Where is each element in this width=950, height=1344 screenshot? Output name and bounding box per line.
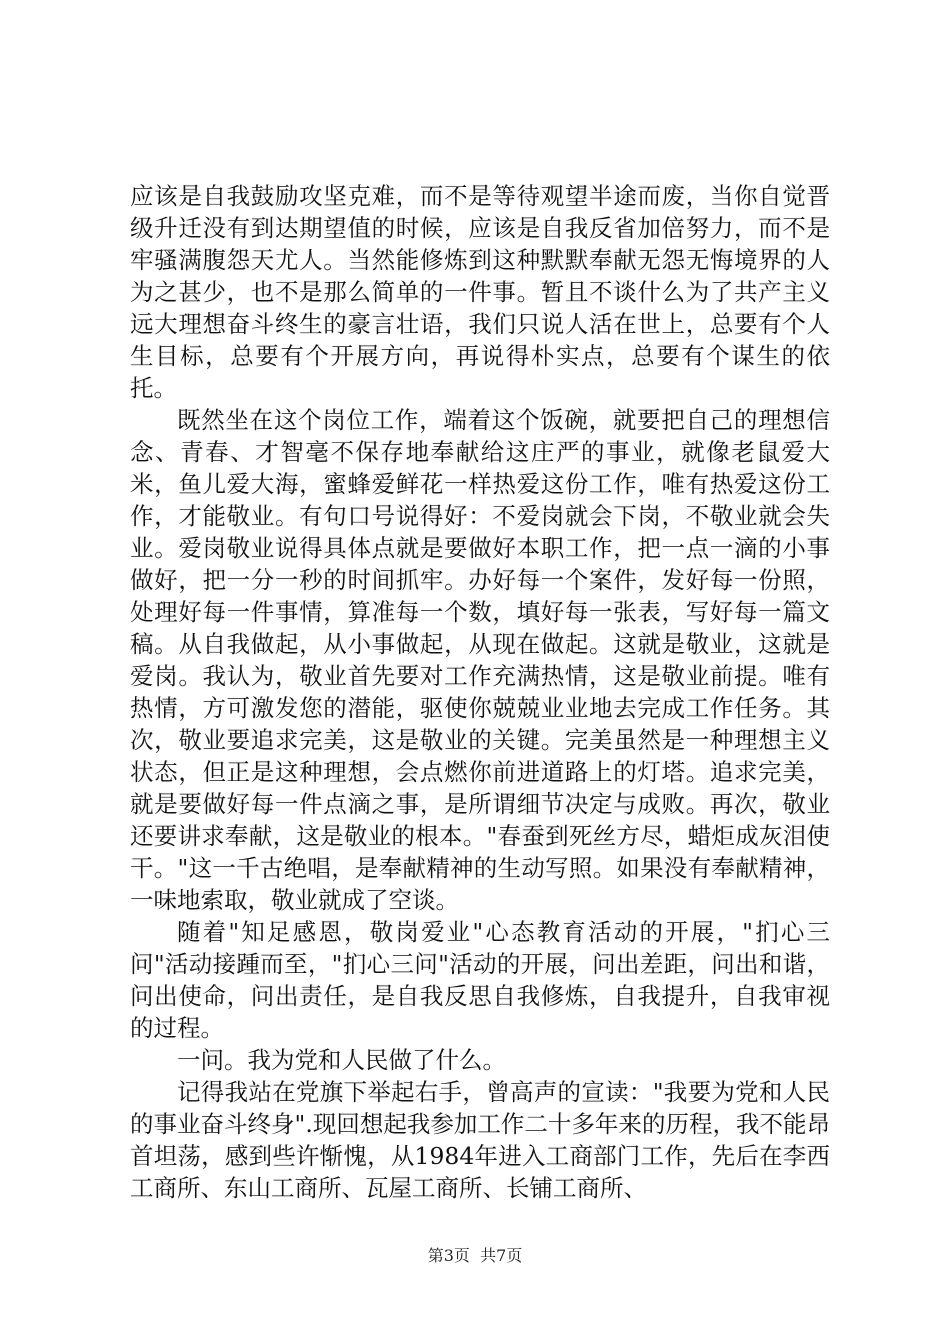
paragraph-1: 应该是自我鼓励攻坚克难，而不是等待观望半途而废，当你自觉晋级升迁没有到达期望值的时候，应该是自我反省加倍努力，而不是牢骚满腹怨天尤人。当然能修炼到这种默默奉献无怨无悔境界的人为之甚少，也不是那么简单的一件事。暂且不谈什么为了共产主义远大理想奋斗终生的豪言壮语，我们只说人活在世上，总要有个人生目标，总要有个开展方向，再说得朴实点，总要有个谋生的依托。	[130, 182, 830, 402]
page-footer	[0, 1243, 950, 1266]
paragraph-3: 随着"知足感恩，敬岗爱业"心态教育活动的开展，"扪心三问"活动接踵而至，"扪心三问"活动的开展，问出差距，问出和谐，问出使命，问出责任，是自我反思自我修炼，自我提升，自我审视的过程。	[130, 918, 830, 1042]
page-number: 第3页 共7页	[427, 1246, 523, 1265]
paragraph-2: 既然坐在这个岗位工作，端着这个饭碗，就要把自己的理想信念、青春、才智毫不保存地奉献给这庄严的事业，就像老鼠爱大米，鱼儿爱大海，蜜蜂爱鲜花一样热爱这份工作，唯有热爱这份工作，才能敬业。有句口号说得好：不爱岗就会下岗，不敬业就会失业。爱岗敬业说得具体点就是要做好本职工作，把一点一滴的小事做好，把一分一秒的时间抓牢。办好每一个案件，发好每一份照，处理好每一件事情，算准每一个数，填好每一张表，写好每一篇文稿。从自我做起，从小事做起，从现在做起。这就是敬业，这就是爱岗。我认为，敬业首先要对工作充满热情，这是敬业前提。唯有热情，方可激发您的潜能，驱使你兢兢业业地去完成工作任务。其次，敬业要追求完美，这是敬业的关键。完美虽然是一种理想主义状态，但正是这种理想，会点燃你前进道路上的灯塔。追求完美，就是要做好每一件点滴之事，是所谓细节决定与成败。再次，敬业还要讲求奉献，这是敬业的根本。"春蚕到死丝方尽，蜡炬成灰泪使干。"这一千古绝唱，是奉献精神的生动写照。如果没有奉献精神，一味地索取，敬业就成了空谈。	[130, 406, 830, 914]
paragraph-5: 记得我站在党旗下举起右手，曾高声的宣读："我要为党和人民的事业奋斗终身".现回想起我参加工作二十多年来的历程，我不能昂首坦荡，感到些许惭愧，从1984年进入工商部门工作，先后在李西工商所、东山工商所、瓦屋工商所、长铺工商所、	[130, 1078, 830, 1202]
paragraph-4: 一问。我为党和人民做了什么。	[177, 1046, 506, 1074]
document-body	[130, 180, 830, 1204]
